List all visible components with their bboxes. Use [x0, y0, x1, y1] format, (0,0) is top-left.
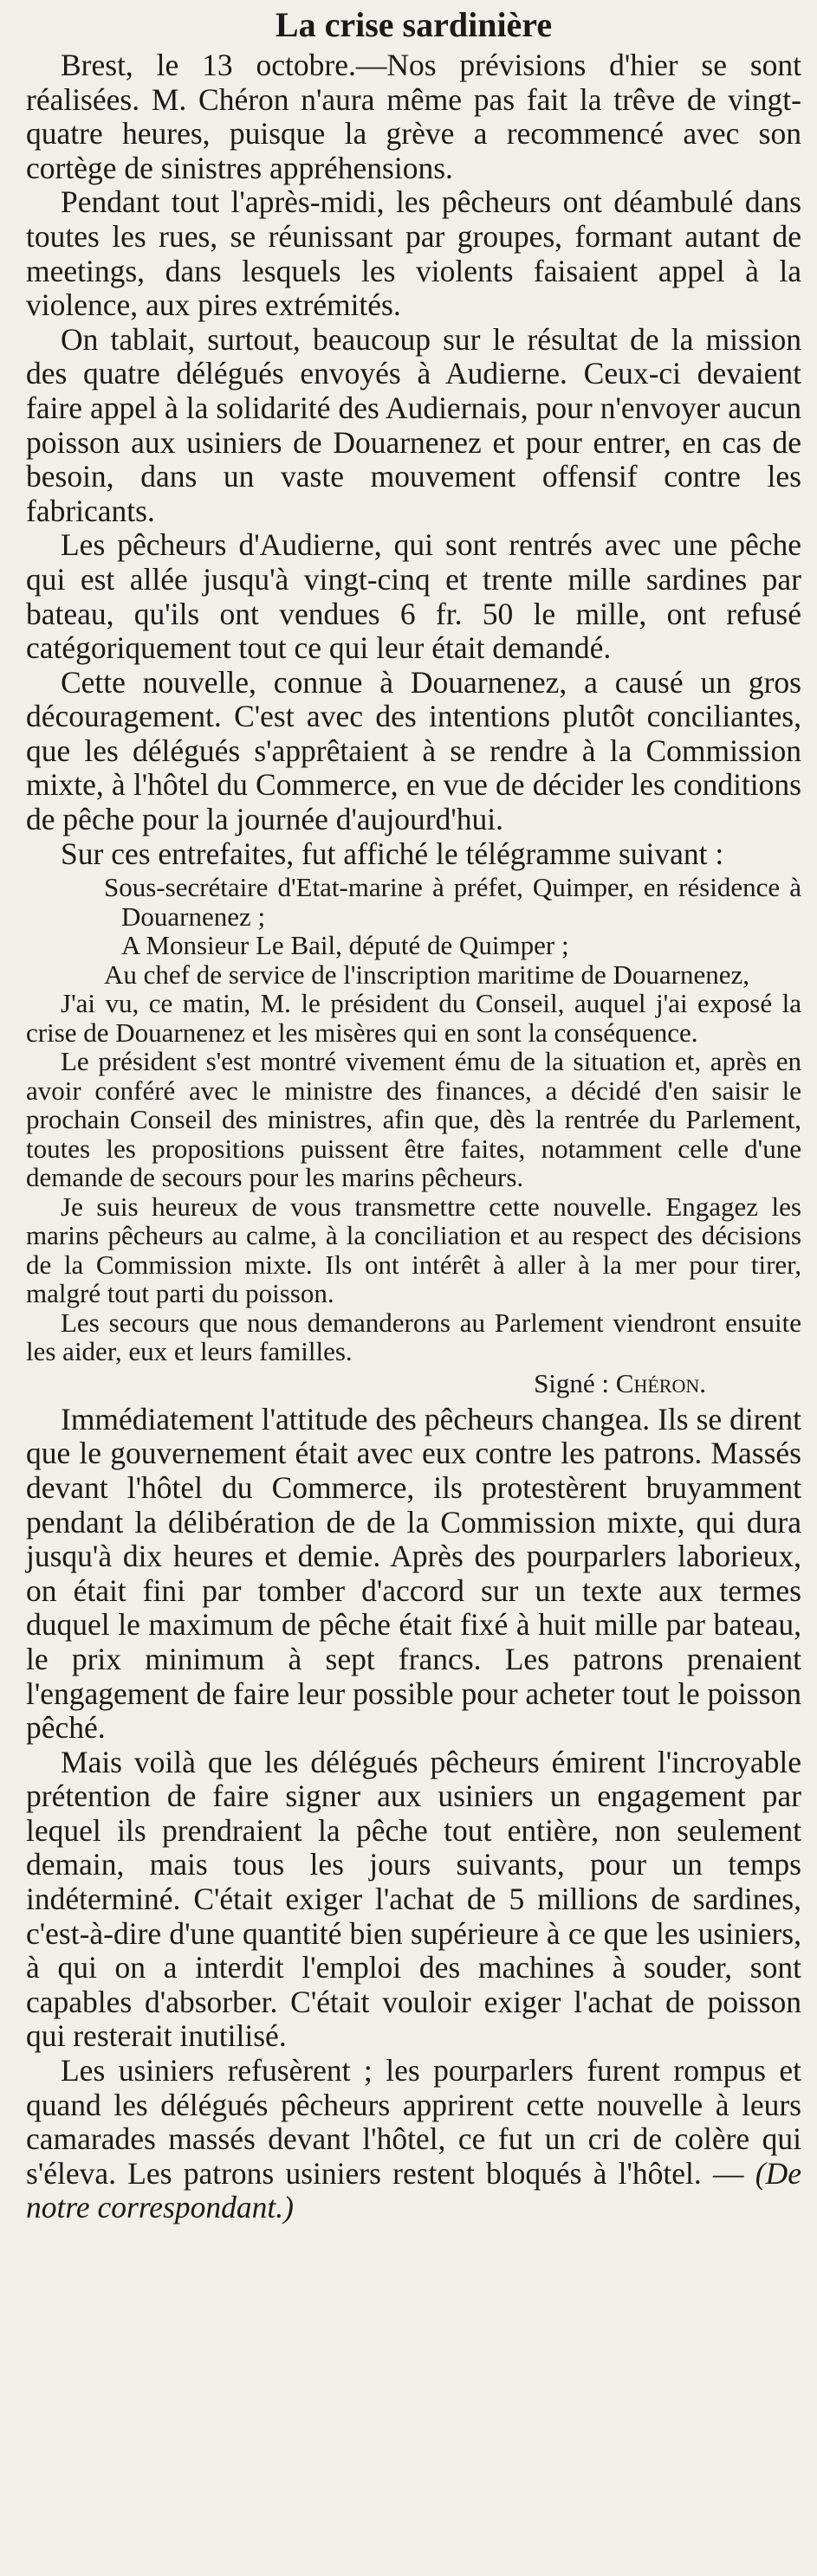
paragraph-audierne-fishermen: Les pêcheurs d'Audierne, qui sont rentrés avec une pêche qui est allée jusqu'à vingt-cinq et trente mille sardines par bateau, qu'ils ont vendues 6 fr. 50 le mille, ont refusé catégoriquement tout ce qui leur était demandé. [26, 527, 801, 666]
telegram-addressee: Au chef de service de l'inscription maritime de Douarnenez, [104, 959, 749, 990]
telegram-body-paragraph: Le président s'est montré vivement ému de la situation et, après en avoir conféré avec le ministre des finances, a décidé d'en saisir le prochain Conseil des ministres, afin que, dès la rentrée du Parlement, toutes les propositions puissent être faites, notamment celle d'une demande de secours pour les marins pêcheurs. [26, 1046, 801, 1193]
telegram-signature [26, 1368, 801, 1399]
telegram-addressee: A Monsieur Le Bail, député de Quimper ; [121, 930, 569, 961]
article-headline: La crise sardinière [275, 5, 553, 44]
telegram-body-paragraph: J'ai vu, ce matin, M. le président du Conseil, auquel j'ai exposé la crise de Douarnenez et les misères qui en sont la conséquence. [26, 988, 801, 1048]
telegram-body-paragraph: Les secours que nous demanderons au Parlement viendront ensuite les aider, eux et leurs familles. [26, 1307, 801, 1367]
telegram-addressee: Sous-secrétaire d'Etat-marine à préfet, Quimper, en résidence à Douarnenez ; [104, 872, 801, 932]
paragraph-audierne-mission: On tablait, surtout, beaucoup sur le résultat de la mission des quatre délégués envoyés à Audierne. Ceux-ci devaient faire appel à la solidarité des Audiernais, pour n'envoyer aucun poisson aux usiniers de Douarnenez et pour entrer, en cas de besoin, dans un vaste mouvement offensif contre les fabricants. [26, 321, 801, 528]
paragraph-afternoon: Pendant tout l'après-midi, les pêcheurs ont déambulé dans toutes les rues, se réunissant par groupes, formant autant de meetings, dans lesquels les violents faisaient appel à la violence, aux pires extrémités. [26, 184, 801, 323]
paragraph-dateline: Brest, le 13 octobre.—Nos prévisions d'hier se sont réalisées. M. Chéron n'aura même pas fait la trêve de vingt-quatre heures, puisque la grève a recommencé avec son cortège de sinistres appréhensions. [26, 48, 801, 185]
telegram [26, 873, 801, 1399]
correspondent-credit: (De notre correspondant.) [26, 2155, 801, 2225]
final-text: Les usiniers refusèrent ; les pourparlers furent rompus et quand les délégués pêcheurs apprirent cette nouvelle à leurs camarades massés devant l'hôtel, ce fut un cri de colère qui s'éleva. Les patrons usiniers restent bloqués à l'hôtel. — [26, 2053, 801, 2191]
paragraph-telegram-intro: Sur ces entrefaites, fut affiché le télégramme suivant : [61, 836, 724, 871]
paragraph-delegates-demand: Mais voilà que les délégués pêcheurs émirent l'incroyable prétention de faire signer aux usiniers un engagement par lequel ils prendraient la pêche tout entière, non seulement demain, mais tous les jours suivants, pour un temps indéterminé. C'était exiger l'achat de 5 millions de sardines, c'est-à-dire d'une quantité bien supérieure à ce que les usiniers, à qui on a interdit l'emploi des machines à souder, sont capables d'absorber. C'était vouloir exiger l'achat de poisson qui resterait inutilisé. [26, 1744, 801, 2054]
telegram-body-paragraph: Je suis heureux de vous transmettre cette nouvelle. Engagez les marins pêcheurs au calme, à la conciliation et au respect des décisions de la Commission mixte. Ils ont intérêt à aller à la mer pour tirer, malgré tout parti du poisson. [26, 1191, 801, 1309]
signature-name: Chéron. [615, 1367, 706, 1398]
paragraph-discouragement: Cette nouvelle, connue à Douarnenez, a causé un gros découragement. C'est avec des intentions plutôt conciliantes, que les délégués s'apprêtaient à se rendre à la Commission mixte, à l'hôtel du Commerce, en vue de décider les conditions de pêche pour la journée d'aujourd'hui. [26, 664, 801, 837]
paragraph-final [26, 2054, 801, 2225]
paragraph-attitude-change: Immédiatement l'attitude des pêcheurs changea. Ils se dirent que le gouvernement était avec eux contre les patrons. Massés devant l'hôtel du Commerce, ils protestèrent bruyamment pendant la délibération de de la Commission mixte, qui dura jusqu'à dix heures et demie. Après des pourparlers laborieux, on était fini par tomber d'accord sur un texte aux termes duquel le maximum de pêche était fixé à huit mille par bateau, le prix minimum à sept francs. Les patrons prenaient l'engagement de faire leur possible pour acheter tout le poisson pêché. [26, 1401, 801, 1746]
signature-label: Signé : [534, 1367, 610, 1398]
